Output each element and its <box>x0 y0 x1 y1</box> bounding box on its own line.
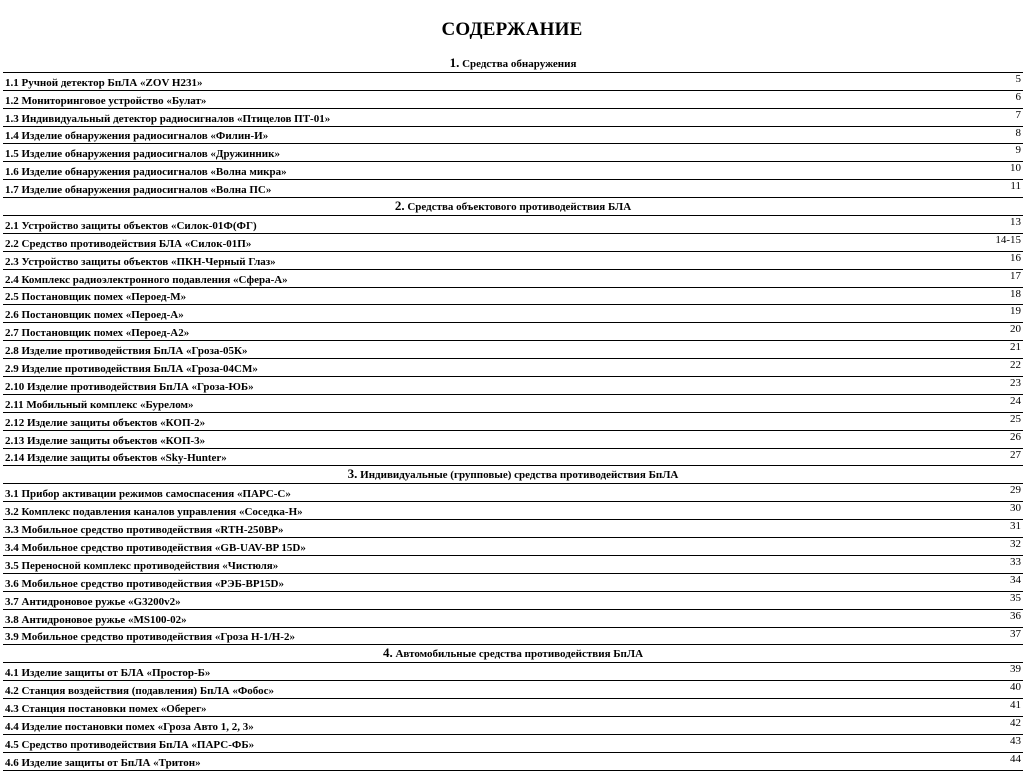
toc-entry-label: 3.1 Прибор активации режимов самоспасения «ПАРС-С» <box>5 488 291 501</box>
toc-entry-page-number: 44 <box>1010 752 1021 765</box>
toc-entry-row <box>3 162 1023 180</box>
toc-entry-row <box>3 735 1023 753</box>
toc-entry-row <box>3 270 1023 288</box>
toc-entry-label: 2.4 Комплекс радиоэлектронного подавления «Сфера-А» <box>5 273 288 286</box>
toc-entry-page-number: 39 <box>1010 663 1021 676</box>
toc-entry-label: 4.3 Станция постановки помех «Оберег» <box>5 702 207 715</box>
toc-entry-label: 2.6 Постановщик помех «Пероед-А» <box>5 309 184 322</box>
table-of-contents <box>3 55 1023 771</box>
toc-entry-page-number: 41 <box>1010 699 1021 712</box>
toc-entry-row <box>3 753 1023 771</box>
toc-entry-row <box>3 431 1023 449</box>
toc-entry-label: 1.1 Ручной детектор БпЛА «ZOV H231» <box>5 76 203 89</box>
toc-entry-page-number: 13 <box>1010 216 1021 229</box>
toc-entry-page-number: 5 <box>1015 72 1021 85</box>
toc-entry-row <box>3 699 1023 717</box>
toc-entry-row <box>3 109 1023 127</box>
toc-entry-row <box>3 395 1023 413</box>
toc-entry-page-number: 31 <box>1010 520 1021 533</box>
section-heading-row <box>3 55 1023 73</box>
section-number: 2. <box>394 198 405 214</box>
toc-entry-label: 1.2 Мониторинговое устройство «Булат» <box>5 94 207 107</box>
section-number: 1. <box>449 55 460 70</box>
toc-entry-page-number: 7 <box>1015 108 1021 121</box>
toc-entry-page-number: 6 <box>1015 90 1021 103</box>
toc-entry-label: 4.5 Средство противодействия БпЛА «ПАРС-ФБ» <box>5 738 255 751</box>
toc-entry-label: 2.3 Устройство защиты объектов «ПКН-Черный Глаз» <box>5 255 276 268</box>
toc-entry-row <box>3 610 1023 628</box>
section-heading-row <box>3 198 1023 216</box>
toc-entry-label: 3.3 Мобильное средство противодействия «RTH-250BP» <box>5 524 284 537</box>
toc-entry-page-number: 8 <box>1015 126 1021 139</box>
toc-entry-page-number: 27 <box>1010 448 1021 461</box>
toc-entry-row <box>3 288 1023 306</box>
toc-entry-row <box>3 234 1023 252</box>
toc-entry-row <box>3 341 1023 359</box>
toc-entry-label: 3.8 Антидроновое ружье «MS100-02» <box>5 613 187 626</box>
toc-entry-label: 2.7 Постановщик помех «Пероед-А2» <box>5 327 190 340</box>
toc-entry-page-number: 24 <box>1010 394 1021 407</box>
toc-entry-row <box>3 663 1023 681</box>
toc-entry-row <box>3 252 1023 270</box>
toc-entry-row <box>3 717 1023 735</box>
toc-entry-page-number: 21 <box>1010 341 1021 354</box>
page-title: СОДЕРЖАНИЕ <box>441 19 583 40</box>
toc-entry-label: 1.3 Индивидуальный детектор радиосигналов «Птицелов ПТ-01» <box>5 112 331 125</box>
toc-entry-row <box>3 502 1023 520</box>
toc-entry-page-number: 20 <box>1010 323 1021 336</box>
toc-entry-label: 3.7 Антидроновое ружье «G3200v2» <box>5 595 181 608</box>
toc-entry-row <box>3 681 1023 699</box>
toc-entry-row <box>3 574 1023 592</box>
section-number: 3. <box>347 466 358 482</box>
toc-entry-row <box>3 216 1023 234</box>
toc-entry-page-number: 10 <box>1010 162 1021 175</box>
toc-entry-row <box>3 556 1023 574</box>
toc-entry-label: 2.5 Постановщик помех «Пероед-М» <box>5 291 187 304</box>
toc-entry-page-number: 33 <box>1010 555 1021 568</box>
toc-entry-label: 3.6 Мобильное средство противодействия «РЭБ-ВР15D» <box>5 577 285 590</box>
toc-entry-page-number: 19 <box>1010 305 1021 318</box>
toc-entry-label: 1.6 Изделие обнаружения радиосигналов «Волна микра» <box>5 166 287 179</box>
toc-entry-row <box>3 73 1023 91</box>
toc-entry-row <box>3 484 1023 502</box>
toc-entry-label: 2.12 Изделие защиты объектов «КОП-2» <box>5 416 206 429</box>
toc-entry-page-number: 34 <box>1010 573 1021 586</box>
toc-entry-label: 2.11 Мобильный комплекс «Бурелом» <box>5 398 194 411</box>
toc-entry-label: 2.1 Устройство защиты объектов «Силок-01Ф(ФГ) <box>5 219 257 232</box>
toc-entry-label: 2.8 Изделие противодействия БпЛА «Гроза-05К» <box>5 345 248 358</box>
toc-entry-row <box>3 359 1023 377</box>
toc-entry-label: 1.4 Изделие обнаружения радиосигналов «Филин-И» <box>5 130 269 143</box>
toc-entry-row <box>3 127 1023 145</box>
toc-entry-label: 3.9 Мобильное средство противодействия «Гроза Н-1/Н-2» <box>5 631 295 644</box>
toc-entry-label: 3.4 Мобильное средство противодействия «GB-UAV-BP 15D» <box>5 541 306 554</box>
toc-entry-page-number: 16 <box>1010 251 1021 264</box>
toc-entry-page-number: 32 <box>1010 538 1021 551</box>
toc-entry-row <box>3 538 1023 556</box>
toc-entry-row <box>3 180 1023 198</box>
toc-entry-label: 4.4 Изделие постановки помех «Гроза Авто 1, 2, 3» <box>5 720 254 733</box>
toc-entry-page-number: 36 <box>1010 609 1021 622</box>
toc-entry-label: 4.1 Изделие защиты от БЛА «Простор-Б» <box>5 667 211 680</box>
toc-entry-page-number: 17 <box>1010 269 1021 282</box>
toc-entry-page-number: 9 <box>1015 144 1021 157</box>
section-heading-row <box>3 645 1023 663</box>
toc-entry-label: 3.2 Комплекс подавления каналов управления «Соседка-Н» <box>5 506 303 519</box>
toc-entry-page-number: 43 <box>1010 734 1021 747</box>
toc-entry-label: 1.5 Изделие обнаружения радиосигналов «Дружинник» <box>5 148 280 161</box>
toc-entry-row <box>3 305 1023 323</box>
toc-entry-page-number: 40 <box>1010 681 1021 694</box>
toc-entry-label: 2.13 Изделие защиты объектов «КОП-3» <box>5 434 206 447</box>
toc-entry-row <box>3 323 1023 341</box>
toc-entry-label: 4.2 Станция воздействия (подавления) БпЛА «Фобос» <box>5 685 275 698</box>
toc-entry-label: 2.10 Изделие противодействия БпЛА «Гроза-ЮБ» <box>5 380 254 393</box>
toc-entry-label: 2.9 Изделие противодействия БпЛА «Гроза-04СМ» <box>5 363 258 376</box>
toc-entry-row <box>3 520 1023 538</box>
toc-entry-row <box>3 91 1023 109</box>
toc-entry-page-number: 35 <box>1010 591 1021 604</box>
section-heading: Индивидуальные (групповые) средства противодействия БпЛА <box>360 469 679 482</box>
toc-entry-page-number: 18 <box>1010 287 1021 300</box>
toc-entry-label: 2.2 Средство противодействия БЛА «Силок-01П» <box>5 237 252 250</box>
toc-entry-page-number: 25 <box>1010 412 1021 425</box>
toc-entry-label: 4.6 Изделие защиты от БпЛА «Тритон» <box>5 756 201 769</box>
toc-entry-page-number: 29 <box>1010 484 1021 497</box>
toc-entry-row <box>3 144 1023 162</box>
toc-entry-row <box>3 413 1023 431</box>
toc-entry-page-number: 26 <box>1010 430 1021 443</box>
section-heading: Средства обнаружения <box>462 58 577 70</box>
toc-entry-row <box>3 377 1023 395</box>
toc-entry-page-number: 14-15 <box>995 233 1021 246</box>
toc-entry-label: 1.7 Изделие обнаружения радиосигналов «Волна ПС» <box>5 184 272 197</box>
toc-entry-row <box>3 628 1023 646</box>
section-number: 4. <box>382 645 393 661</box>
toc-entry-label: 3.5 Переносной комплекс противодействия «Чистюля» <box>5 559 279 572</box>
toc-entry-page-number: 11 <box>1010 180 1021 193</box>
toc-entry-row <box>3 449 1023 467</box>
toc-entry-page-number: 42 <box>1010 716 1021 729</box>
toc-entry-page-number: 23 <box>1010 377 1021 390</box>
toc-entry-page-number: 37 <box>1010 627 1021 640</box>
section-heading: Автомобильные средства противодействия БпЛА <box>395 648 644 661</box>
toc-entry-page-number: 22 <box>1010 359 1021 372</box>
toc-entry-row <box>3 592 1023 610</box>
toc-entry-label: 2.14 Изделие защиты объектов «Sky-Hunter» <box>5 452 227 465</box>
section-heading: Средства объектового противодействия БЛА <box>407 201 632 214</box>
section-heading-row <box>3 466 1023 484</box>
toc-entry-page-number: 30 <box>1010 502 1021 515</box>
